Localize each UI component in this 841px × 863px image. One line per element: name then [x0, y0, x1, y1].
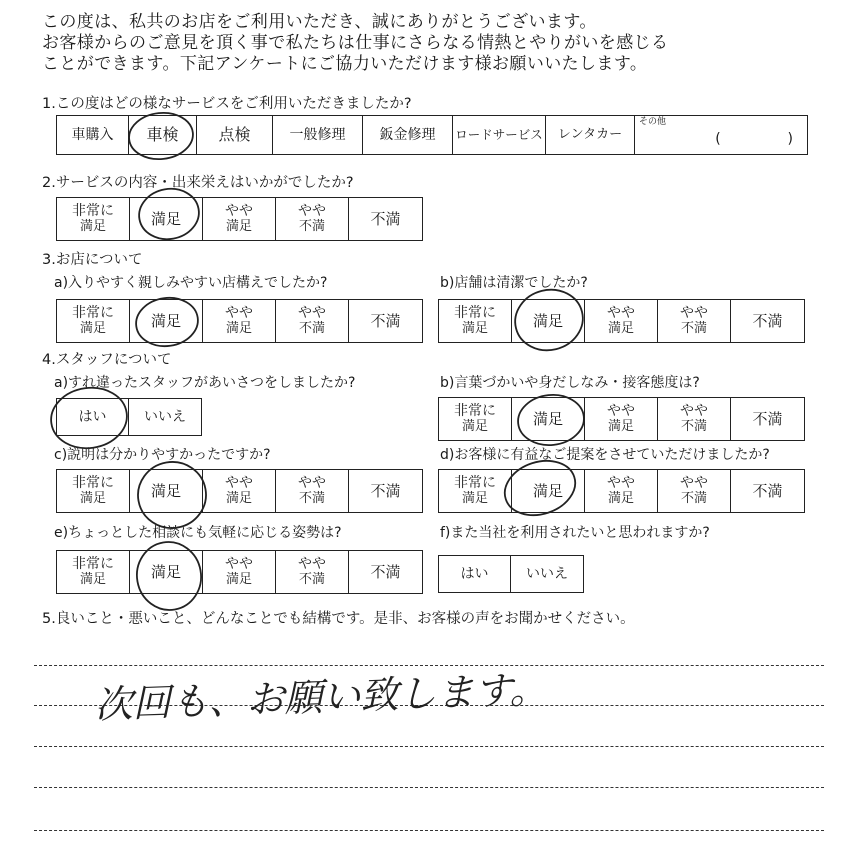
q4b-option-satisfied[interactable] [512, 398, 585, 440]
question-1: 1.この度はどの様なサービスをご利用いただきましたか? [42, 96, 412, 112]
comment-line-4 [34, 787, 824, 788]
q4c-option-very-satisfied[interactable] [57, 470, 130, 512]
q2-option-somewhat-dissatisfied[interactable] [276, 198, 349, 240]
q4e-somewhat-satisfied-l1: やや [225, 556, 253, 572]
q4c-dissatisfied-label: 不満 [370, 482, 401, 500]
q4d-option-very-satisfied[interactable] [439, 470, 512, 512]
q2-satisfied-label: 満足 [150, 210, 181, 228]
question-3a: a)入りやすく親しみやすい店構えでしたか? [54, 275, 328, 291]
q3a-option-dissatisfied[interactable] [349, 300, 422, 342]
q4c-option-satisfied[interactable] [130, 470, 203, 512]
q3b-satisfied-label: 満足 [532, 312, 563, 330]
q4b-very-satisfied-l1: 非常に [454, 403, 496, 419]
q4b-option-somewhat-satisfied[interactable] [585, 398, 658, 440]
q1-other-paren [643, 131, 793, 147]
q1-option-inspection-label: 車検 [146, 125, 179, 144]
q1-option-road-service[interactable] [453, 116, 546, 154]
q4e-option-dissatisfied[interactable] [349, 551, 422, 593]
question-2: 2.サービスの内容・出来栄えはいかがでしたか? [42, 175, 354, 191]
q3a-option-very-satisfied[interactable] [57, 300, 130, 342]
question-4e: e)ちょっとした相談にも気軽に応じる姿勢は? [54, 525, 342, 541]
q1-option-purchase-label: 車購入 [71, 127, 114, 143]
q1-options-grid [56, 115, 808, 155]
q1-other-tag: その他 [639, 117, 667, 127]
q4c-somewhat-satisfied-l1: やや [225, 475, 253, 491]
q2-dissatisfied-label: 不満 [370, 210, 401, 228]
q1-option-purchase[interactable] [57, 116, 129, 154]
q4d-somewhat-dissatisfied-l1: やや [680, 475, 708, 491]
q4f-yesno-grid [438, 555, 584, 593]
q3a-dissatisfied-label: 不満 [370, 312, 401, 330]
question-4b: b)言葉づかいや身だしなみ・接客態度は? [440, 375, 700, 391]
q3a-option-somewhat-dissatisfied[interactable] [276, 300, 349, 342]
q4e-dissatisfied-label: 不満 [370, 563, 401, 581]
question-3b: b)店舗は清潔でしたか? [440, 275, 588, 291]
q1-option-general-repair[interactable] [273, 116, 363, 154]
q4c-satisfied-label: 満足 [150, 482, 181, 500]
q4d-option-dissatisfied[interactable] [731, 470, 804, 512]
q4d-somewhat-dissatisfied-l2: 不満 [680, 491, 707, 506]
q4f-yes-label: はい [460, 566, 489, 582]
q4b-somewhat-satisfied-l1: やや [607, 403, 635, 419]
question-3: 3.お店について [42, 252, 143, 268]
q2-option-very-satisfied[interactable] [57, 198, 130, 240]
q1-other-close-paren: ) [787, 131, 793, 147]
intro-text [42, 12, 832, 75]
q3b-dissatisfied-label: 不満 [752, 312, 783, 330]
q4c-option-somewhat-satisfied[interactable] [203, 470, 276, 512]
q4d-option-somewhat-dissatisfied[interactable] [658, 470, 731, 512]
q1-option-rental-label: レンタカー [557, 127, 623, 142]
q4e-somewhat-dissatisfied-l1: やや [298, 556, 326, 572]
q3a-somewhat-satisfied-l1: やや [225, 305, 253, 321]
q3a-option-somewhat-satisfied[interactable] [203, 300, 276, 342]
q4a-option-yes[interactable] [57, 399, 129, 435]
q3b-option-dissatisfied[interactable] [731, 300, 804, 342]
q3a-option-satisfied[interactable] [130, 300, 203, 342]
q4e-option-very-satisfied[interactable] [57, 551, 130, 593]
q4f-option-no[interactable] [511, 556, 583, 592]
comment-line-2 [34, 705, 824, 706]
q4b-option-dissatisfied[interactable] [731, 398, 804, 440]
intro-line-3: ことができます。下記アンケートにご協力いただけます様お願いいたします。 [42, 54, 648, 74]
q3a-somewhat-dissatisfied-l2: 不満 [298, 321, 325, 336]
q4e-rating-grid [56, 550, 423, 594]
q3b-option-somewhat-dissatisfied[interactable] [658, 300, 731, 342]
q4e-option-satisfied[interactable] [130, 551, 203, 593]
question-4f: f)また当社を利用されたいと思われますか? [440, 525, 710, 541]
q3b-option-very-satisfied[interactable] [439, 300, 512, 342]
q3b-somewhat-dissatisfied-l1: やや [680, 305, 708, 321]
q4b-somewhat-satisfied-l2: 満足 [607, 419, 634, 434]
q4b-somewhat-dissatisfied-l2: 不満 [680, 419, 707, 434]
q4e-somewhat-dissatisfied-l2: 不満 [298, 572, 325, 587]
q4c-somewhat-dissatisfied-l1: やや [298, 475, 326, 491]
intro-line-2: お客様からのご意見を頂く事で私たちは仕事にさらなる情熱とやりがいを感じる [42, 33, 669, 53]
q4f-no-label: いいえ [526, 566, 568, 582]
question-4: 4.スタッフについて [42, 352, 172, 368]
q4d-very-satisfied-l2: 満足 [461, 491, 488, 506]
q1-option-check[interactable] [197, 116, 273, 154]
q4e-option-somewhat-dissatisfied[interactable] [276, 551, 349, 593]
q3b-somewhat-satisfied-l2: 満足 [607, 321, 634, 336]
q2-somewhat-satisfied-l1: やや [225, 203, 253, 219]
q2-option-dissatisfied[interactable] [349, 198, 422, 240]
q3a-somewhat-satisfied-l2: 満足 [225, 321, 252, 336]
q3b-rating-grid [438, 299, 805, 343]
comment-line-5 [34, 830, 824, 831]
q2-rating-grid [56, 197, 423, 241]
q4d-somewhat-satisfied-l2: 満足 [607, 491, 634, 506]
q4c-very-satisfied-l2: 満足 [79, 491, 106, 506]
q4d-option-somewhat-satisfied[interactable] [585, 470, 658, 512]
q4a-option-no[interactable] [129, 399, 201, 435]
q1-option-rental[interactable] [546, 116, 635, 154]
question-4c: c)説明は分かりやすかったですか? [54, 447, 271, 463]
q1-option-check-label: 点検 [218, 125, 251, 144]
comment-line-1 [34, 665, 824, 666]
q2-option-somewhat-satisfied[interactable] [203, 198, 276, 240]
q4d-satisfied-label: 満足 [532, 482, 563, 500]
intro-line-1: この度は、私共のお店をご利用いただき、誠にありがとうございます。 [42, 12, 597, 32]
q4f-option-yes[interactable] [439, 556, 511, 592]
q4c-very-satisfied-l1: 非常に [72, 475, 114, 491]
q4e-option-somewhat-satisfied[interactable] [203, 551, 276, 593]
q4d-option-satisfied[interactable] [512, 470, 585, 512]
q4e-very-satisfied-l1: 非常に [72, 556, 114, 572]
q2-very-satisfied-l2: 満足 [79, 219, 106, 234]
q3a-satisfied-label: 満足 [150, 312, 181, 330]
q2-somewhat-dissatisfied-l1: やや [298, 203, 326, 219]
q4b-option-very-satisfied[interactable] [439, 398, 512, 440]
q4d-very-satisfied-l1: 非常に [454, 475, 496, 491]
q3b-somewhat-satisfied-l1: やや [607, 305, 635, 321]
q1-option-inspection[interactable] [129, 116, 197, 154]
q3a-very-satisfied-l2: 満足 [79, 321, 106, 336]
q4c-option-dissatisfied[interactable] [349, 470, 422, 512]
q4b-dissatisfied-label: 不満 [752, 410, 783, 428]
q3a-very-satisfied-l1: 非常に [72, 305, 114, 321]
q2-very-satisfied-l1: 非常に [72, 203, 114, 219]
q3b-somewhat-dissatisfied-l2: 不満 [680, 321, 707, 336]
q4c-option-somewhat-dissatisfied[interactable] [276, 470, 349, 512]
q2-option-satisfied[interactable] [130, 198, 203, 240]
q4b-very-satisfied-l2: 満足 [461, 419, 488, 434]
q1-option-road-service-label: ロードサービス [455, 127, 543, 142]
q4c-somewhat-satisfied-l2: 満足 [225, 491, 252, 506]
q4c-rating-grid [56, 469, 423, 513]
q4d-rating-grid [438, 469, 805, 513]
q3b-option-somewhat-satisfied[interactable] [585, 300, 658, 342]
q3b-very-satisfied-l2: 満足 [461, 321, 488, 336]
q2-somewhat-dissatisfied-l2: 不満 [298, 219, 325, 234]
q2-somewhat-satisfied-l2: 満足 [225, 219, 252, 234]
q3b-option-satisfied[interactable] [512, 300, 585, 342]
q4e-very-satisfied-l2: 満足 [79, 572, 106, 587]
q4a-no-label: いいえ [144, 409, 186, 425]
q3b-very-satisfied-l1: 非常に [454, 305, 496, 321]
q4b-somewhat-dissatisfied-l1: やや [680, 403, 708, 419]
handwritten-comment: 次回も、お願い致します。 [93, 667, 549, 727]
q4d-dissatisfied-label: 不満 [752, 482, 783, 500]
q4b-satisfied-label: 満足 [532, 410, 563, 428]
q4c-somewhat-dissatisfied-l2: 不満 [298, 491, 325, 506]
question-4d: d)お客様に有益なご提案をさせていただけましたか? [440, 447, 770, 463]
question-4a: a)すれ違ったスタッフがあいさつをしましたか? [54, 375, 356, 391]
q4e-somewhat-satisfied-l2: 満足 [225, 572, 252, 587]
q1-option-body-repair-label: 鈑金修理 [379, 127, 436, 143]
q1-other-open-paren: ( [715, 131, 721, 147]
q4b-option-somewhat-dissatisfied[interactable] [658, 398, 731, 440]
question-5: 5.良いこと・悪いこと、どんなことでも結構です。是非、お客様の声をお聞かせください。 [42, 611, 635, 627]
q3a-rating-grid [56, 299, 423, 343]
q1-option-body-repair[interactable] [363, 116, 453, 154]
q4e-satisfied-label: 満足 [150, 563, 181, 581]
q4a-yes-label: はい [78, 409, 107, 425]
q3a-somewhat-dissatisfied-l1: やや [298, 305, 326, 321]
q1-option-general-repair-label: 一般修理 [289, 127, 346, 143]
q4d-somewhat-satisfied-l1: やや [607, 475, 635, 491]
comment-line-3 [34, 746, 824, 747]
q4b-rating-grid [438, 397, 805, 441]
q4a-yesno-grid [56, 398, 202, 436]
q1-option-other[interactable] [635, 116, 807, 154]
